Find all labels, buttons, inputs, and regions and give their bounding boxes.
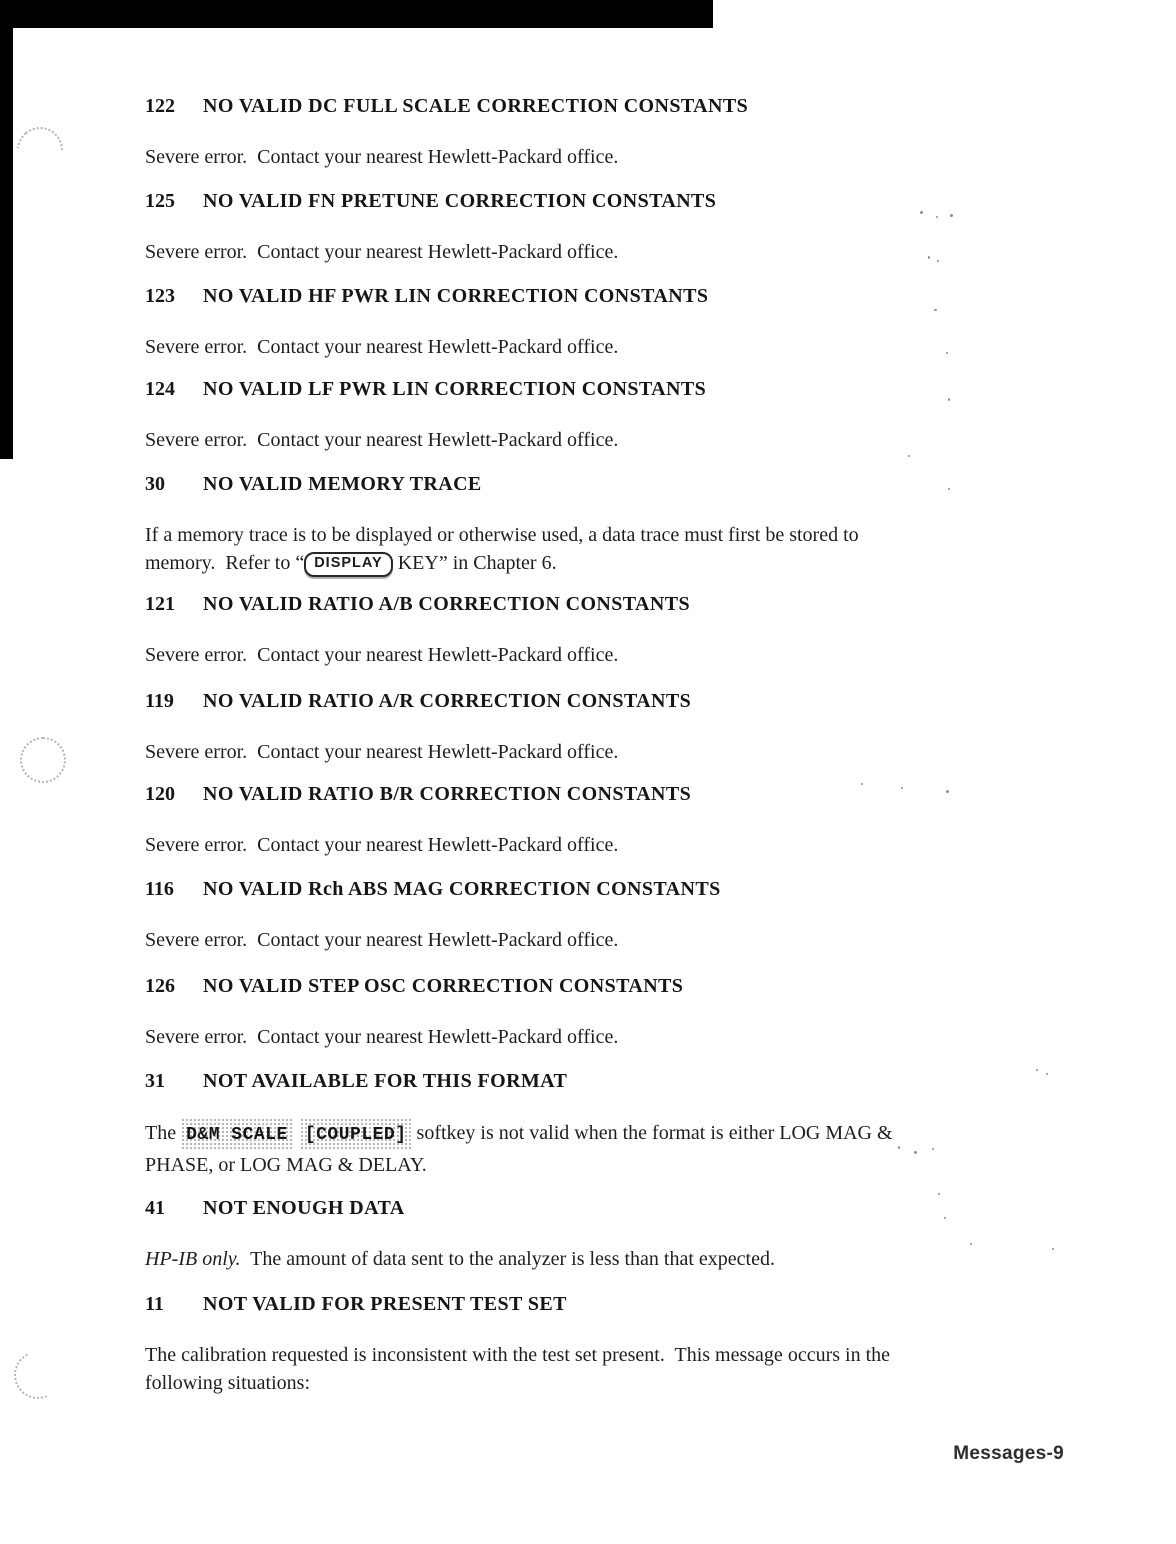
- message-section-120: [145, 783, 1069, 859]
- message-body: [145, 1245, 1069, 1273]
- message-section-123: [145, 285, 1069, 361]
- body-line: Severe error. Contact your nearest Hewlett-Packard office.: [145, 336, 619, 358]
- message-title: NO VALID HF PWR LIN CORRECTION CONSTANTS: [203, 285, 709, 307]
- message-number: 123: [145, 285, 175, 307]
- body-text: The: [145, 1122, 182, 1144]
- message-title: NO VALID RATIO A/R CORRECTION CONSTANTS: [203, 690, 692, 712]
- scan-speckle: [938, 1193, 940, 1195]
- message-heading: [145, 975, 1069, 998]
- message-title: NO VALID Rch ABS MAG CORRECTION CONSTANTS: [203, 878, 721, 900]
- body-line: If a memory trace is to be displayed or otherwise used, a data trace must first be stored to: [145, 524, 859, 546]
- body-text: memory. Refer to “: [145, 552, 305, 574]
- message-section-119: [145, 690, 1069, 766]
- body-line: [145, 1118, 1069, 1151]
- body-line: Severe error. Contact your nearest Hewlett-Packard office.: [145, 929, 619, 951]
- message-number: 11: [145, 1293, 164, 1315]
- message-body: [145, 1341, 1069, 1397]
- message-title: NOT VALID FOR PRESENT TEST SET: [203, 1293, 567, 1315]
- message-body: [145, 238, 1069, 266]
- scan-ring-artifact: [8, 118, 73, 183]
- message-title: NO VALID RATIO A/B CORRECTION CONSTANTS: [203, 593, 690, 615]
- body-line: Severe error. Contact your nearest Hewlett-Packard office.: [145, 429, 619, 451]
- message-number: 120: [145, 783, 175, 805]
- body-line: Severe error. Contact your nearest Hewlett-Packard office.: [145, 241, 619, 263]
- scan-ring-artifact: [20, 737, 66, 783]
- message-heading: [145, 473, 1069, 496]
- body-line: Severe error. Contact your nearest Hewlett-Packard office.: [145, 644, 619, 666]
- message-heading: [145, 593, 1069, 616]
- message-body: [145, 1023, 1069, 1051]
- message-number: 31: [145, 1070, 165, 1092]
- message-heading: [145, 1293, 1069, 1316]
- message-heading: [145, 285, 1069, 308]
- message-number: 122: [145, 95, 175, 117]
- body-line: [145, 1245, 1069, 1273]
- message-body: [145, 143, 1069, 171]
- scan-speckle: [908, 455, 910, 457]
- message-heading: [145, 1197, 1069, 1220]
- message-section-116: [145, 878, 1069, 954]
- body-line: Severe error. Contact your nearest Hewlett-Packard office.: [145, 741, 619, 763]
- message-body: [145, 333, 1069, 361]
- message-body: [145, 521, 1069, 579]
- message-title: NO VALID STEP OSC CORRECTION CONSTANTS: [203, 975, 684, 997]
- body-text: The amount of data sent to the analyzer is less than that expected.: [240, 1248, 775, 1270]
- message-section-11: [145, 1293, 1069, 1397]
- message-heading: [145, 690, 1069, 713]
- body-line: [145, 549, 1069, 579]
- message-heading: [145, 1070, 1069, 1093]
- message-title: NO VALID MEMORY TRACE: [203, 473, 482, 495]
- display-keycap: DISPLAY: [304, 552, 393, 577]
- body-line: Severe error. Contact your nearest Hewlett-Packard office.: [145, 146, 619, 168]
- message-section-41: [145, 1197, 1069, 1273]
- message-heading: [145, 878, 1069, 901]
- message-number: 116: [145, 878, 174, 900]
- message-heading: [145, 190, 1069, 213]
- message-body: [145, 831, 1069, 859]
- message-number: 41: [145, 1197, 165, 1219]
- message-title: NOT ENOUGH DATA: [203, 1197, 405, 1219]
- hp-ib-only-italic: HP-IB only.: [145, 1248, 241, 1270]
- message-number: 126: [145, 975, 175, 997]
- message-title: NOT AVAILABLE FOR THIS FORMAT: [203, 1070, 568, 1092]
- message-section-121: [145, 593, 1069, 669]
- scan-edge-artifact-top: [0, 0, 713, 28]
- body-line: PHASE, or LOG MAG & DELAY.: [145, 1154, 427, 1176]
- message-body: [145, 1118, 1069, 1179]
- dm-scale-softkey-label: D&M SCALE: [181, 1118, 293, 1151]
- message-number: 119: [145, 690, 174, 712]
- message-body: [145, 426, 1069, 454]
- message-body: [145, 738, 1069, 766]
- message-body: [145, 926, 1069, 954]
- scan-ring-artifact: [8, 1345, 68, 1405]
- message-section-126: [145, 975, 1069, 1051]
- body-line: Severe error. Contact your nearest Hewlett-Packard office.: [145, 1026, 619, 1048]
- body-line: The calibration requested is inconsistent with the test set present. This message occurs in the: [145, 1344, 890, 1366]
- message-number: 121: [145, 593, 175, 615]
- message-number: 124: [145, 378, 175, 400]
- scan-edge-artifact-left: [0, 0, 13, 459]
- message-number: 30: [145, 473, 165, 495]
- message-heading: [145, 95, 1069, 118]
- message-title: NO VALID DC FULL SCALE CORRECTION CONSTANTS: [203, 95, 749, 117]
- body-line: following situations:: [145, 1372, 310, 1394]
- message-number: 125: [145, 190, 175, 212]
- message-section-30: [145, 473, 1069, 579]
- message-title: NO VALID LF PWR LIN CORRECTION CONSTANTS: [203, 378, 707, 400]
- message-title: NO VALID FN PRETUNE CORRECTION CONSTANTS: [203, 190, 717, 212]
- body-line: Severe error. Contact your nearest Hewlett-Packard office.: [145, 834, 619, 856]
- coupled-softkey-label: [COUPLED]: [300, 1118, 412, 1151]
- message-section-125: [145, 190, 1069, 266]
- message-title: NO VALID RATIO B/R CORRECTION CONSTANTS: [203, 783, 692, 805]
- message-section-31: [145, 1070, 1069, 1179]
- message-body: [145, 641, 1069, 669]
- page-footer-label: Messages-9: [953, 1443, 1064, 1464]
- message-section-124: [145, 378, 1069, 454]
- body-text: softkey is not valid when the format is either LOG MAG &: [411, 1122, 893, 1144]
- body-text: KEY” in Chapter 6.: [392, 552, 557, 574]
- message-section-122: [145, 95, 1069, 171]
- message-heading: [145, 378, 1069, 401]
- message-heading: [145, 783, 1069, 806]
